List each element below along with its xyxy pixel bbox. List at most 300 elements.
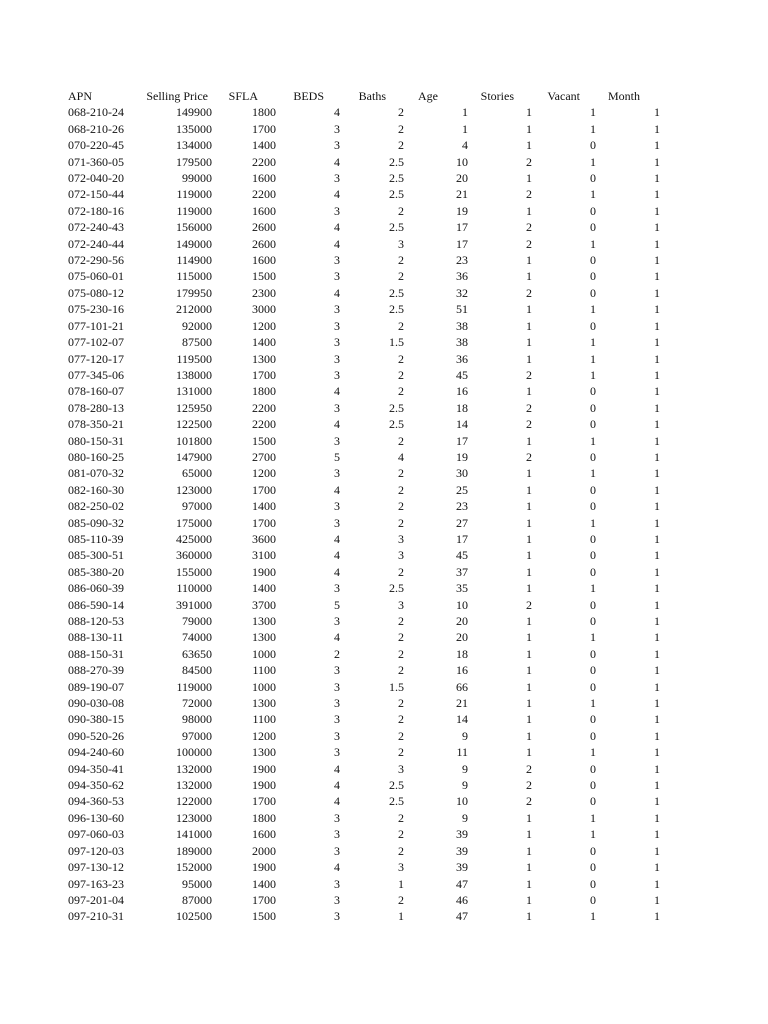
table-row (0, 810, 724, 826)
month-cell: 1 (654, 515, 660, 530)
sfla-cell: 1400 (252, 335, 276, 350)
apn-cell: 090-520-26 (68, 728, 124, 743)
gutter-cell (0, 515, 68, 531)
table-row (0, 515, 724, 531)
blank-cell (660, 236, 724, 252)
blank-cell (660, 137, 724, 153)
apn-cell: 097-120-03 (68, 843, 124, 858)
baths-cell: 2 (398, 810, 404, 825)
gutter-cell (0, 104, 68, 120)
baths-cell: 2 (398, 138, 404, 153)
sfla-cell: 1900 (252, 761, 276, 776)
beds-cell: 4 (334, 548, 340, 563)
table-row (0, 203, 724, 219)
selling-price-cell: 189000 (176, 843, 212, 858)
selling-price-cell: 212000 (176, 302, 212, 317)
stories-cell: 1 (526, 335, 532, 350)
stories-cell: 1 (526, 728, 532, 743)
month-cell: 1 (654, 400, 660, 415)
table-row (0, 137, 724, 153)
selling-price-cell: 98000 (182, 712, 212, 727)
table-row (0, 531, 724, 547)
sfla-cell: 1200 (252, 318, 276, 333)
gutter-cell (0, 236, 68, 252)
vacant-cell: 0 (590, 679, 596, 694)
apn-cell: 094-240-60 (68, 745, 124, 760)
vacant-cell: 1 (590, 105, 596, 120)
table-row (0, 104, 724, 120)
sfla-cell: 1400 (252, 499, 276, 514)
month-cell: 1 (654, 121, 660, 136)
baths-cell: 2.5 (389, 400, 404, 415)
vacant-cell: 1 (590, 466, 596, 481)
sfla-cell: 1800 (252, 105, 276, 120)
age-cell: 9 (462, 761, 468, 776)
sfla-cell: 1600 (252, 203, 276, 218)
selling-price-cell: 87500 (182, 335, 212, 350)
age-cell: 39 (456, 860, 468, 875)
month-cell: 1 (654, 794, 660, 809)
beds-cell: 4 (334, 105, 340, 120)
gutter-cell (0, 88, 68, 104)
stories-cell: 1 (526, 860, 532, 875)
blank-cell (660, 268, 724, 284)
baths-cell: 2 (398, 499, 404, 514)
sfla-cell: 1400 (252, 138, 276, 153)
sfla-cell: 1300 (252, 745, 276, 760)
apn-cell: 080-150-31 (68, 433, 124, 448)
selling-price-cell: 97000 (182, 499, 212, 514)
apn-cell: 080-160-25 (68, 449, 124, 464)
selling-price-cell: 99000 (182, 171, 212, 186)
vacant-cell: 1 (590, 154, 596, 169)
apn-cell: 072-290-56 (68, 253, 124, 268)
apn-cell: 072-240-43 (68, 220, 124, 235)
beds-cell: 4 (334, 564, 340, 579)
age-cell: 17 (456, 433, 468, 448)
header-beds: BEDS (293, 89, 324, 103)
stories-cell: 1 (526, 679, 532, 694)
blank-cell (660, 351, 724, 367)
sfla-cell: 2300 (252, 285, 276, 300)
month-cell: 1 (654, 302, 660, 317)
sfla-cell: 1200 (252, 728, 276, 743)
blank-cell (660, 580, 724, 596)
table-row (0, 318, 724, 334)
baths-cell: 2 (398, 564, 404, 579)
gutter-cell (0, 613, 68, 629)
vacant-cell: 0 (590, 400, 596, 415)
header-age: Age (418, 89, 438, 103)
age-cell: 46 (456, 892, 468, 907)
stories-cell: 2 (526, 285, 532, 300)
selling-price-cell: 155000 (176, 564, 212, 579)
selling-price-cell: 97000 (182, 728, 212, 743)
age-cell: 9 (462, 810, 468, 825)
blank-cell (660, 564, 724, 580)
stories-cell: 2 (526, 794, 532, 809)
vacant-cell: 0 (590, 171, 596, 186)
sfla-cell: 1200 (252, 466, 276, 481)
apn-cell: 078-350-21 (68, 417, 124, 432)
selling-price-cell: 152000 (176, 860, 212, 875)
vacant-cell: 0 (590, 253, 596, 268)
blank-cell (660, 219, 724, 235)
beds-cell: 3 (334, 138, 340, 153)
baths-cell: 2 (398, 482, 404, 497)
age-cell: 23 (456, 253, 468, 268)
baths-cell: 3 (398, 531, 404, 546)
baths-cell: 2 (398, 121, 404, 136)
header-apn: APN (68, 89, 93, 103)
stories-cell: 1 (526, 614, 532, 628)
blank-cell (660, 547, 724, 563)
selling-price-cell: 132000 (176, 778, 212, 793)
beds-cell: 3 (334, 302, 340, 317)
table-row (0, 465, 724, 481)
blank-cell (660, 203, 724, 219)
stories-cell: 1 (526, 663, 532, 678)
header-vacant: Vacant (547, 89, 580, 103)
sfla-cell: 1900 (252, 778, 276, 793)
apn-cell: 085-090-32 (68, 515, 124, 530)
baths-cell: 2 (398, 712, 404, 727)
beds-cell: 5 (334, 449, 340, 464)
sfla-cell: 1700 (252, 121, 276, 136)
gutter-cell (0, 301, 68, 317)
sfla-cell: 1700 (252, 482, 276, 497)
selling-price-cell: 147900 (176, 449, 212, 464)
stories-cell: 2 (526, 220, 532, 235)
stories-cell: 1 (526, 696, 532, 711)
gutter-cell (0, 597, 68, 613)
vacant-cell: 1 (590, 121, 596, 136)
beds-cell: 3 (334, 400, 340, 415)
vacant-cell: 0 (590, 614, 596, 628)
table-row (0, 777, 724, 793)
selling-price-cell: 63650 (182, 646, 212, 661)
month-cell: 1 (654, 285, 660, 300)
month-cell: 1 (654, 860, 660, 875)
sfla-cell: 1600 (252, 171, 276, 186)
age-cell: 23 (456, 499, 468, 514)
table-row (0, 219, 724, 235)
apn-cell: 085-110-39 (68, 531, 124, 546)
stories-cell: 1 (526, 269, 532, 284)
sfla-cell: 1800 (252, 384, 276, 399)
age-cell: 1 (462, 121, 468, 136)
baths-cell: 3 (398, 597, 404, 612)
vacant-cell: 1 (590, 302, 596, 317)
gutter-cell (0, 252, 68, 268)
sfla-cell: 2000 (252, 843, 276, 858)
blank-cell (660, 908, 724, 924)
table-row (0, 301, 724, 317)
gutter-cell (0, 465, 68, 481)
blank-cell (660, 744, 724, 760)
baths-cell: 2 (398, 203, 404, 218)
table-row (0, 383, 724, 399)
blank-cell (660, 810, 724, 826)
table-row (0, 695, 724, 711)
age-cell: 10 (456, 794, 468, 809)
beds-cell: 3 (334, 827, 340, 842)
baths-cell: 2.5 (389, 794, 404, 809)
stories-cell: 2 (526, 236, 532, 251)
blank-cell (660, 761, 724, 777)
month-cell: 1 (654, 236, 660, 251)
selling-price-cell: 391000 (176, 597, 212, 612)
gutter-cell (0, 761, 68, 777)
gutter-cell (0, 843, 68, 859)
beds-cell: 5 (334, 597, 340, 612)
stories-cell: 1 (526, 646, 532, 661)
month-cell: 1 (654, 581, 660, 596)
gutter-cell (0, 383, 68, 399)
sfla-cell: 2200 (252, 400, 276, 415)
apn-cell: 068-210-24 (68, 105, 124, 120)
month-cell: 1 (654, 548, 660, 563)
apn-cell: 075-230-16 (68, 302, 124, 317)
age-cell: 9 (462, 728, 468, 743)
apn-cell: 072-180-16 (68, 203, 124, 218)
gutter-cell (0, 695, 68, 711)
vacant-cell: 1 (590, 236, 596, 251)
sfla-cell: 1300 (252, 351, 276, 366)
age-cell: 18 (456, 400, 468, 415)
selling-price-cell: 123000 (176, 482, 212, 497)
gutter-cell (0, 433, 68, 449)
beds-cell: 3 (334, 367, 340, 382)
month-cell: 1 (654, 696, 660, 711)
blank-cell (660, 662, 724, 678)
vacant-cell: 0 (590, 417, 596, 432)
baths-cell: 2 (398, 843, 404, 858)
blank-cell (660, 186, 724, 202)
beds-cell: 4 (334, 778, 340, 793)
apn-cell: 085-300-51 (68, 548, 124, 563)
age-cell: 19 (456, 449, 468, 464)
table-row (0, 711, 724, 727)
age-cell: 1 (462, 105, 468, 120)
month-cell: 1 (654, 745, 660, 760)
month-cell: 1 (654, 597, 660, 612)
baths-cell: 2 (398, 105, 404, 120)
month-cell: 1 (654, 892, 660, 907)
sfla-cell: 3600 (252, 531, 276, 546)
header-month: Month (607, 89, 640, 103)
selling-price-cell: 132000 (176, 761, 212, 776)
beds-cell: 3 (334, 335, 340, 350)
sfla-cell: 1700 (252, 892, 276, 907)
selling-price-cell: 72000 (182, 696, 212, 711)
apn-cell: 077-102-07 (68, 335, 124, 350)
beds-cell: 3 (334, 909, 340, 924)
table-row (0, 613, 724, 629)
table-row (0, 268, 724, 284)
month-cell: 1 (654, 203, 660, 218)
month-cell: 1 (654, 909, 660, 924)
blank-cell (660, 433, 724, 449)
month-cell: 1 (654, 531, 660, 546)
table-row (0, 580, 724, 596)
selling-price-cell: 131000 (176, 384, 212, 399)
gutter-cell (0, 711, 68, 727)
apn-cell: 094-360-53 (68, 794, 124, 809)
apn-cell: 088-130-11 (68, 630, 124, 645)
beds-cell: 3 (334, 515, 340, 530)
table-row (0, 498, 724, 514)
table-body (0, 104, 724, 924)
selling-price-cell: 138000 (176, 367, 212, 382)
apn-cell: 086-590-14 (68, 597, 124, 612)
property-sales-table (0, 88, 724, 925)
baths-cell: 1.5 (389, 335, 404, 350)
selling-price-cell: 119000 (176, 187, 212, 202)
blank-cell (660, 711, 724, 727)
baths-cell: 3 (398, 761, 404, 776)
gutter-cell (0, 482, 68, 498)
age-cell: 17 (456, 220, 468, 235)
age-cell: 20 (456, 630, 468, 645)
month-cell: 1 (654, 318, 660, 333)
gutter-cell (0, 121, 68, 137)
vacant-cell: 1 (590, 367, 596, 382)
blank-cell (660, 104, 724, 120)
blank-cell (660, 449, 724, 465)
apn-cell: 085-380-20 (68, 564, 124, 579)
blank-cell (660, 695, 724, 711)
stories-cell: 1 (526, 564, 532, 579)
month-cell: 1 (654, 449, 660, 464)
beds-cell: 4 (334, 384, 340, 399)
vacant-cell: 0 (590, 449, 596, 464)
age-cell: 39 (456, 843, 468, 858)
selling-price-cell: 119000 (176, 679, 212, 694)
baths-cell: 3 (398, 860, 404, 875)
apn-cell: 075-060-01 (68, 269, 124, 284)
table-row (0, 170, 724, 186)
sfla-cell: 1400 (252, 581, 276, 596)
apn-cell: 097-210-31 (68, 909, 124, 924)
month-cell: 1 (654, 187, 660, 202)
stories-cell: 1 (526, 302, 532, 317)
stories-cell: 2 (526, 367, 532, 382)
sfla-cell: 1100 (252, 663, 276, 678)
table-row (0, 121, 724, 137)
sfla-cell: 1000 (252, 679, 276, 694)
stories-cell: 1 (526, 171, 532, 186)
age-cell: 18 (456, 646, 468, 661)
gutter-cell (0, 154, 68, 170)
age-cell: 27 (456, 515, 468, 530)
beds-cell: 3 (334, 745, 340, 760)
selling-price-cell: 135000 (176, 121, 212, 136)
selling-price-cell: 114900 (176, 253, 212, 268)
blank-cell (660, 793, 724, 809)
table-row (0, 186, 724, 202)
beds-cell: 4 (334, 236, 340, 251)
selling-price-cell: 102500 (176, 909, 212, 924)
age-cell: 4 (462, 138, 468, 153)
sfla-cell: 2600 (252, 236, 276, 251)
vacant-cell: 1 (590, 630, 596, 645)
vacant-cell: 0 (590, 318, 596, 333)
selling-price-cell: 175000 (176, 515, 212, 530)
beds-cell: 3 (334, 663, 340, 678)
sfla-cell: 1900 (252, 564, 276, 579)
age-cell: 47 (456, 909, 468, 924)
baths-cell: 2 (398, 728, 404, 743)
blank-cell (660, 482, 724, 498)
month-cell: 1 (654, 663, 660, 678)
month-cell: 1 (654, 843, 660, 858)
vacant-cell: 1 (590, 827, 596, 842)
blank-cell (660, 826, 724, 842)
beds-cell: 3 (334, 876, 340, 891)
blank-cell (660, 121, 724, 137)
blank-cell (660, 679, 724, 695)
sfla-cell: 3100 (252, 548, 276, 563)
selling-price-cell: 149900 (176, 105, 212, 120)
apn-cell: 097-163-23 (68, 876, 124, 891)
apn-cell: 088-150-31 (68, 646, 124, 661)
beds-cell: 2 (334, 646, 340, 661)
gutter-cell (0, 662, 68, 678)
apn-cell: 072-040-20 (68, 171, 124, 186)
gutter-cell (0, 334, 68, 350)
stories-cell: 1 (526, 466, 532, 481)
apn-cell: 070-220-45 (68, 138, 124, 153)
beds-cell: 4 (334, 794, 340, 809)
selling-price-cell: 360000 (176, 548, 212, 563)
vacant-cell: 0 (590, 663, 596, 678)
gutter-cell (0, 908, 68, 924)
stories-cell: 1 (526, 909, 532, 924)
beds-cell: 4 (334, 860, 340, 875)
age-cell: 45 (456, 548, 468, 563)
age-cell: 19 (456, 203, 468, 218)
selling-price-cell: 149000 (176, 236, 212, 251)
apn-cell: 094-350-62 (68, 778, 124, 793)
baths-cell: 2 (398, 253, 404, 268)
vacant-cell: 0 (590, 597, 596, 612)
age-cell: 20 (456, 171, 468, 186)
vacant-cell: 0 (590, 499, 596, 514)
sfla-cell: 1500 (252, 909, 276, 924)
blank-cell (660, 531, 724, 547)
selling-price-cell: 100000 (176, 745, 212, 760)
gutter-cell (0, 416, 68, 432)
baths-cell: 1.5 (389, 679, 404, 694)
vacant-cell: 0 (590, 892, 596, 907)
sfla-cell: 1700 (252, 515, 276, 530)
vacant-cell: 0 (590, 564, 596, 579)
age-cell: 21 (456, 187, 468, 202)
baths-cell: 2 (398, 745, 404, 760)
gutter-cell (0, 268, 68, 284)
stories-cell: 1 (526, 499, 532, 514)
table-row (0, 334, 724, 350)
baths-cell: 2 (398, 827, 404, 842)
baths-cell: 2 (398, 466, 404, 481)
month-cell: 1 (654, 138, 660, 153)
baths-cell: 2.5 (389, 154, 404, 169)
header-selling-price: Selling Price (146, 89, 208, 103)
beds-cell: 4 (334, 154, 340, 169)
apn-cell: 071-360-05 (68, 154, 124, 169)
blank-cell (660, 383, 724, 399)
